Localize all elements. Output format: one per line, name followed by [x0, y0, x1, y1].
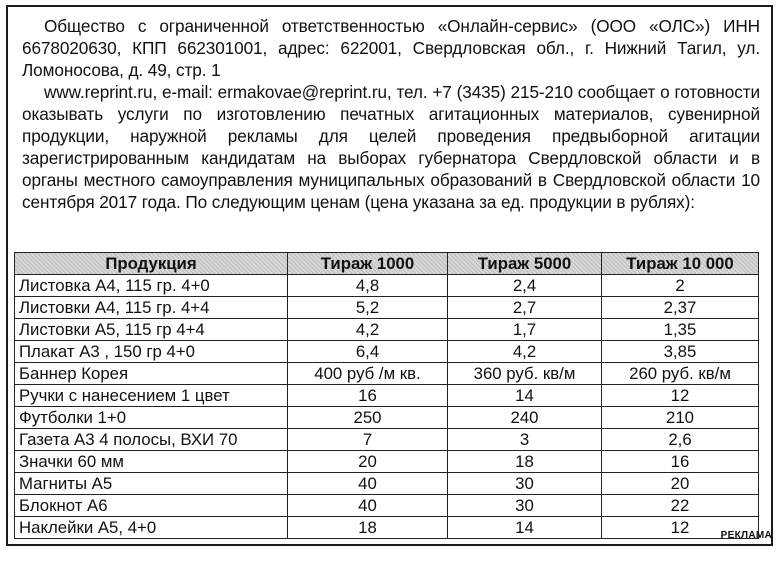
- column-header-run-1000: Тираж 1000: [288, 253, 448, 275]
- product-name-cell: Футболки 1+0: [15, 407, 288, 429]
- price-cell: 2,37: [602, 297, 759, 319]
- table-row: [15, 341, 759, 363]
- table-row: [15, 275, 759, 297]
- price-cell: 2,6: [602, 429, 759, 451]
- price-cell: 12: [602, 385, 759, 407]
- price-cell: 5,2: [288, 297, 448, 319]
- price-cell: 16: [288, 385, 448, 407]
- company-header: Общество с ограниченной ответственностью «Онлайн-сервис» (ООО «ОЛС») ИНН 6678020630, КПП 662301001, адрес: 622001, Свердловская обл., г. Нижний Тагил, ул. Ломоносова, д. 49, стр. 1: [22, 16, 760, 80]
- price-cell: 1,35: [602, 319, 759, 341]
- announcement-text: www.reprint.ru, e-mail: ermakovae@reprint.ru, тел. +7 (3435) 215-210 сообщает о готовности оказывать услуги по изготовлению печатных агитационных материалов, сувенирной продукции, наружной рекламы для целей проведения предвыборной агитации зарегистрированным кандидатам на выборах губернатора Свердловской области и в органы местного самоуправления муниципальных образований в Свердловской области 10 сентября 2017 года. По следующим ценам (цена указана за ед. продукции в рублях):: [22, 82, 760, 212]
- price-cell: 14: [448, 517, 602, 539]
- column-header-run-5000: Тираж 5000: [448, 253, 602, 275]
- ad-label: РЕКЛАМА: [720, 530, 772, 541]
- column-header-product: Продукция: [15, 253, 288, 275]
- product-name-cell: Плакат А3 , 150 гр 4+0: [15, 341, 288, 363]
- price-cell: 3: [448, 429, 602, 451]
- product-name-cell: Листовки А4, 115 гр. 4+4: [15, 297, 288, 319]
- price-cell: 12: [602, 517, 759, 539]
- price-cell: 30: [448, 495, 602, 517]
- table-row: [15, 407, 759, 429]
- table-row: [15, 451, 759, 473]
- price-cell: 4,2: [448, 341, 602, 363]
- column-header-run-10000: Тираж 10 000: [602, 253, 759, 275]
- price-cell: 16: [602, 451, 759, 473]
- price-cell: 30: [448, 473, 602, 495]
- price-cell: 20: [288, 451, 448, 473]
- price-cell: 1,7: [448, 319, 602, 341]
- product-name-cell: Ручки с нанесением 1 цвет: [15, 385, 288, 407]
- ad-frame: [6, 5, 773, 546]
- price-cell: 40: [288, 495, 448, 517]
- product-name-cell: Листовка А4, 115 гр. 4+0: [15, 275, 288, 297]
- table-row: [15, 363, 759, 385]
- table-row: [15, 385, 759, 407]
- product-name-cell: Листовки А5, 115 гр 4+4: [15, 319, 288, 341]
- price-cell: 22: [602, 495, 759, 517]
- price-cell: 210: [602, 407, 759, 429]
- product-name-cell: Магниты А5: [15, 473, 288, 495]
- price-cell: 3,85: [602, 341, 759, 363]
- price-cell: 2,4: [448, 275, 602, 297]
- price-cell: 4,2: [288, 319, 448, 341]
- ad-text-block: [22, 15, 760, 213]
- price-cell: 400 руб /м кв.: [288, 363, 448, 385]
- price-cell: 250: [288, 407, 448, 429]
- price-cell: 6,4: [288, 341, 448, 363]
- table-row: [15, 429, 759, 451]
- price-cell: 360 руб. кв/м: [448, 363, 602, 385]
- price-cell: 40: [288, 473, 448, 495]
- price-cell: 4,8: [288, 275, 448, 297]
- product-name-cell: Баннер Корея: [15, 363, 288, 385]
- price-cell: 20: [602, 473, 759, 495]
- price-cell: 7: [288, 429, 448, 451]
- table-row: [15, 517, 759, 539]
- table-row: [15, 297, 759, 319]
- price-cell: 2,7: [448, 297, 602, 319]
- price-cell: 14: [448, 385, 602, 407]
- table-row: [15, 495, 759, 517]
- price-table-header-row: [15, 253, 759, 275]
- price-cell: 260 руб. кв/м: [602, 363, 759, 385]
- product-name-cell: Значки 60 мм: [15, 451, 288, 473]
- product-name-cell: Наклейки А5, 4+0: [15, 517, 288, 539]
- price-cell: 18: [448, 451, 602, 473]
- price-cell: 240: [448, 407, 602, 429]
- price-table: [14, 252, 759, 539]
- price-cell: 18: [288, 517, 448, 539]
- product-name-cell: Газета А3 4 полосы, ВХИ 70: [15, 429, 288, 451]
- price-cell: 2: [602, 275, 759, 297]
- product-name-cell: Блокнот А6: [15, 495, 288, 517]
- table-row: [15, 473, 759, 495]
- table-row: [15, 319, 759, 341]
